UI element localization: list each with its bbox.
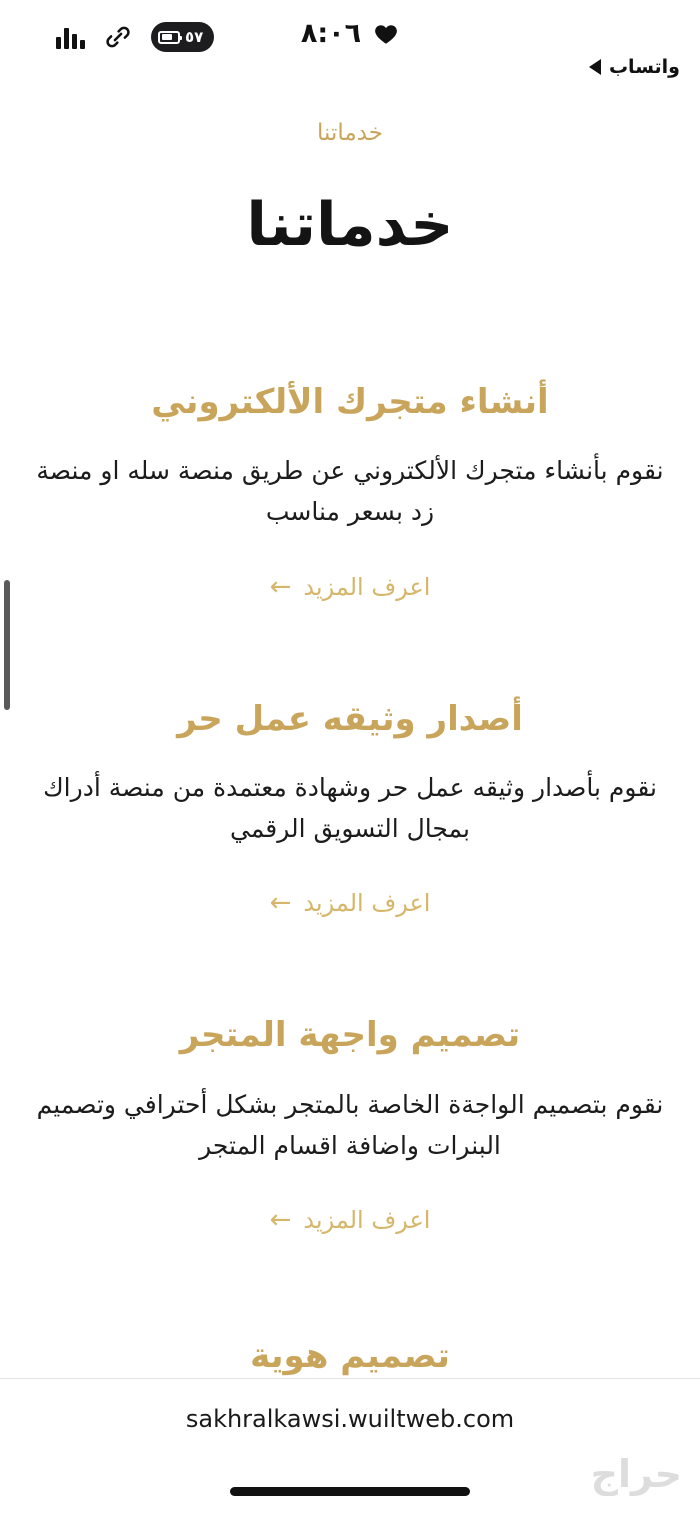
- arrow-left-icon: ←: [269, 1205, 292, 1236]
- play-triangle-icon: [589, 59, 601, 75]
- arrow-left-icon: ←: [269, 571, 292, 602]
- learn-more-label: اعرف المزيد: [303, 572, 431, 601]
- service-title: تصميم واجهة المتجر: [179, 1015, 521, 1056]
- status-bar-app-indicator[interactable]: [589, 56, 680, 78]
- battery-percent-label: ٥٧: [185, 27, 204, 46]
- browser-bottom-bar: [0, 1378, 700, 1518]
- home-indicator[interactable]: [230, 1487, 470, 1496]
- learn-more-link[interactable]: [270, 1206, 431, 1234]
- url-bar[interactable]: sakhralkawsi.wuiltweb.com: [185, 1405, 515, 1433]
- service-description: نقوم بأنشاء متجرك الألكتروني عن طريق منصة سله او منصة زد بسعر مناسب: [36, 456, 664, 527]
- service-title: تصميم هوية: [250, 1336, 450, 1377]
- learn-more-label: اعرف المزيد: [303, 1206, 431, 1235]
- page-content: [0, 96, 700, 1378]
- service-card: [28, 1334, 672, 1378]
- status-bar: [0, 0, 700, 96]
- watermark-label: حراج: [590, 1452, 682, 1496]
- arrow-left-icon: ←: [269, 888, 292, 919]
- learn-more-link[interactable]: [270, 573, 431, 601]
- service-card: [28, 1013, 672, 1234]
- status-bar-time: ٨:٠٦: [300, 18, 362, 49]
- service-card: [28, 380, 672, 601]
- service-description: نقوم بأصدار وثيقه عمل حر وشهادة معتمدة من منصة أدراك بمجال التسويق الرقمي: [43, 772, 657, 844]
- learn-more-label: اعرف المزيد: [303, 889, 431, 918]
- learn-more-link[interactable]: [270, 889, 431, 917]
- service-title: أنشاء متجرك الألكتروني: [151, 382, 549, 422]
- page-title: خدماتنا: [246, 190, 454, 260]
- status-bar-app-label: واتساب: [608, 56, 680, 78]
- status-bar-center-group: [0, 18, 700, 49]
- service-title: أصدار وثيقه عمل حر: [177, 698, 523, 739]
- service-description: نقوم بتصميم الواجةة الخاصة بالمتجر بشكل أحترافي وتصميم البنرات واضافة اقسام المتجر: [36, 1089, 664, 1160]
- heart-icon: [373, 21, 399, 47]
- page-eyebrow: خدماتنا: [317, 120, 383, 146]
- service-card: [28, 697, 672, 918]
